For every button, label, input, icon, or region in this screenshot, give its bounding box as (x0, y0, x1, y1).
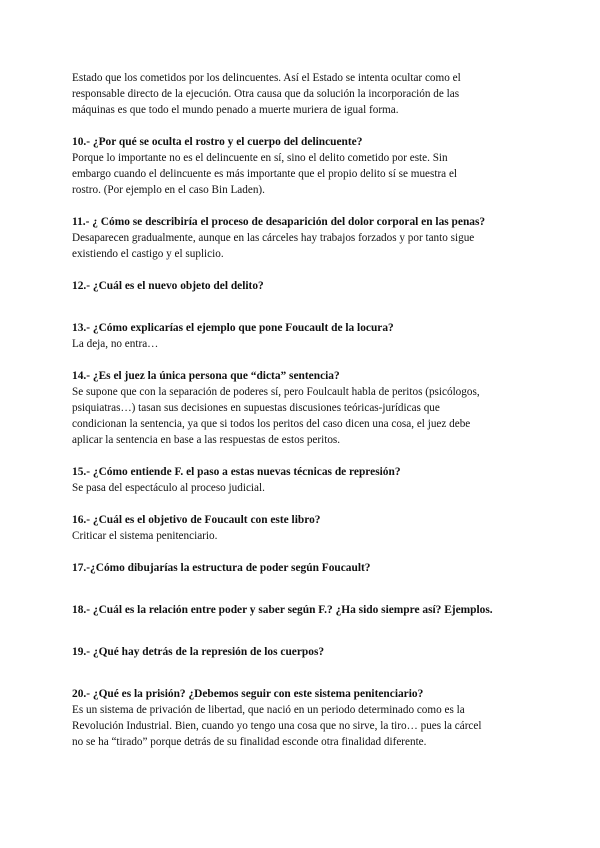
question-heading: 19.- ¿Qué hay detrás de la represión de los cuerpos? (72, 646, 325, 658)
document-page (72, 70, 534, 750)
question-18 (72, 602, 534, 618)
question-heading: 12.- ¿Cuál es el nuevo objeto del delito? (72, 280, 264, 292)
answer-line: Revolución Industrial. Bien, cuando yo tengo una cosa que no sirve, la tiro… pues la cárcel (72, 720, 482, 732)
question-20 (72, 686, 534, 750)
answer-line: Se pasa del espectáculo al proceso judicial. (72, 482, 265, 494)
intro-line: responsable directo de la ejecución. Otra causa que da solución la incorporación de las (72, 88, 460, 100)
answer-line: rostro. (Por ejemplo en el caso Bin Laden). (72, 184, 265, 196)
question-heading: 18.- ¿Cuál es la relación entre poder y saber según F.? ¿Ha sido siempre así? Ejemplos. (72, 604, 493, 616)
question-12 (72, 278, 534, 294)
question-heading: 17.-¿Cómo dibujarías la estructura de poder según Foucault? (72, 562, 371, 574)
question-11 (72, 214, 534, 262)
answer-line: Es un sistema de privación de libertad, que nació en un periodo determinado como es la (72, 704, 465, 716)
answer-line: existiendo el castigo y el suplicio. (72, 248, 224, 260)
question-heading: 11.- ¿ Cómo se describiría el proceso de desaparición del dolor corporal en las penas? (72, 216, 486, 228)
question-heading: 10.- ¿Por qué se oculta el rostro y el cuerpo del delincuente? (72, 136, 363, 148)
question-heading: 14.- ¿Es el juez la única persona que “dicta” sentencia? (72, 370, 340, 382)
answer-line: La deja, no entra… (72, 338, 159, 350)
answer-line: Porque lo importante no es el delincuente en sí, sino el delito cometido por este. Sin (72, 152, 448, 164)
intro-line: máquinas es que todo el mundo penado a muerte muriera de igual forma. (72, 104, 399, 116)
question-heading: 16.- ¿Cuál es el objetivo de Foucault con este libro? (72, 514, 321, 526)
answer-line: Desaparecen gradualmente, aunque en las cárceles hay trabajos forzados y por tanto sigue (72, 232, 475, 244)
answer-line: aplicar la sentencia en base a las respuestas de estos peritos. (72, 434, 341, 446)
question-16 (72, 512, 534, 544)
answer-line: no se ha “tirado” porque detrás de su finalidad esconde otra finalidad diferente. (72, 736, 427, 748)
answer-line: Se supone que con la separación de poderes sí, pero Foulcault habla de peritos (psicólogos, (72, 386, 480, 398)
question-heading: 20.- ¿Qué es la prisión? ¿Debemos seguir con este sistema penitenciario? (72, 688, 424, 700)
answer-line: psiquiatras…) tasan sus decisiones en supuestas discusiones teóricas-jurídicas que (72, 402, 440, 414)
question-heading: 13.- ¿Cómo explicarías el ejemplo que pone Foucault de la locura? (72, 322, 394, 334)
intro-paragraph (72, 70, 534, 118)
intro-line: Estado que los cometidos por los delincuentes. Así el Estado se intenta ocultar como el (72, 72, 461, 84)
question-heading: 15.- ¿Cómo entiende F. el paso a estas nuevas técnicas de represión? (72, 466, 401, 478)
answer-line: embargo cuando el delincuente es más importante que el propio delito sí se muestra el (72, 168, 458, 180)
question-10 (72, 134, 534, 198)
question-13 (72, 320, 534, 352)
answer-line: Criticar el sistema penitenciario. (72, 530, 218, 542)
question-19 (72, 644, 534, 660)
answer-line: condicionan la sentencia, ya que si todos los peritos del caso dicen una cosa, el juez debe (72, 418, 471, 430)
question-15 (72, 464, 534, 496)
question-17 (72, 560, 534, 576)
question-14 (72, 368, 534, 448)
